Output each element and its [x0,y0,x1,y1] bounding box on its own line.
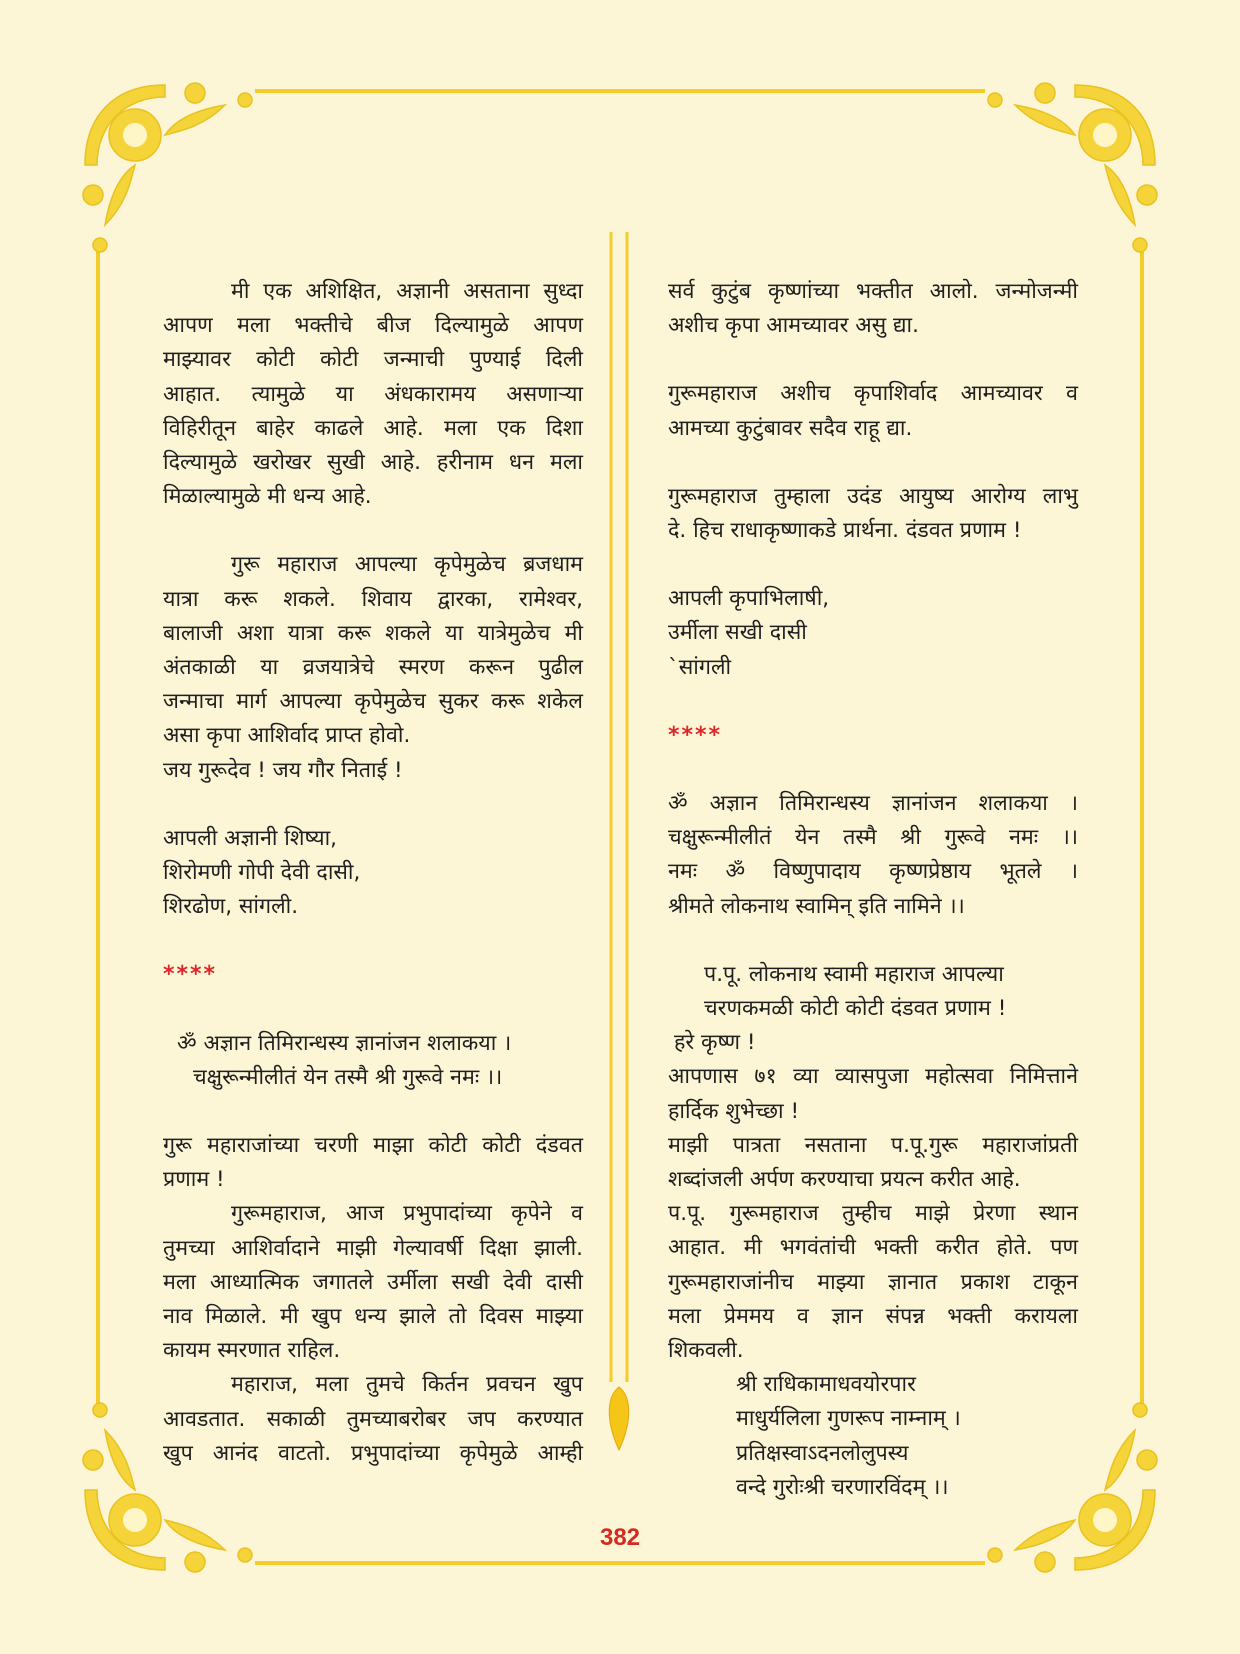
right-body-line: माझी पात्रता नसताना प.पू.गुरू महाराजांप्रती [668,1132,1078,1158]
right-verse-line: माधुर्यलिला गुणरूप नाम्नाम् । [736,1406,961,1432]
frame-left-line [96,245,100,1405]
right-verse-line: वन्दे गुरोःश्री चरणारविंदम् ।। [736,1474,949,1500]
right-para-line: गुरूमहाराज तुम्हाला उदंड आयुष्य आरोग्य लाभु [668,483,1078,509]
left-body-line: प्रणाम ! [163,1167,225,1193]
right-body-line: हार्दिक शुभेच्छा ! [668,1098,800,1124]
frame-right-line [1140,245,1144,1405]
page-number: 382 [599,1524,641,1551]
right-shloka-line: श्रीमते लोकनाथ स्वामिन् इति नामिने ।। [668,893,965,919]
left-body-line: गुरू महाराजांच्या चरणी माझा कोटी कोटी दंडवत [163,1133,583,1159]
left-body-line: महाराज, मला तुमचे किर्तन प्रवचन खुप [231,1372,583,1398]
right-body-line: प.पू. गुरूमहाराज तुम्हीच माझे प्रेरणा स्थान [668,1201,1078,1227]
left-signature-line: शिरोमणी गोपी देवी दासी, [163,860,361,886]
corner-ornament-top-left [75,75,255,255]
right-shloka-line: ॐ अज्ञान तिमिरान्धस्य ज्ञानांजन शलाकया । [668,791,1078,817]
right-body-line: चरणकमळी कोटी कोटी दंडवत प्रणाम ! [704,996,1007,1022]
right-signature-line: आपली कृपाभिलाषी, [668,586,830,612]
right-signature-line: उर्मीला सखी दासी [668,620,807,646]
right-column [668,275,1078,1505]
frame-top-line [255,89,985,93]
left-para-line: माझ्यावर कोटी कोटी जन्माची पुण्याई दिली [163,347,583,373]
corner-ornament-top-right [985,75,1165,255]
column-divider [606,232,632,1452]
left-para-line: दिल्यामुळे खरोखर सुखी आहे. हरीनाम धन मला [163,450,583,476]
left-shloka-line: चक्षुरून्मीलीतं येन तस्मै श्री गुरूवे नमः ।। [193,1064,503,1090]
left-body-line: गुरूमहाराज, आज प्रभुपादांच्या कृपेने व [231,1201,583,1227]
left-para-line: जन्माचा मार्ग आपल्या कृपेमुळेच सुकर करू शकेल [163,689,583,715]
frame-bottom-line [255,1561,985,1565]
right-para-line: सर्व कुटुंब कृष्णांच्या भक्तीत आलो. जन्मोजन्मी [668,279,1078,304]
left-para-line: आपण मला भक्तीचे बीज दिल्यामुळे आपण [163,313,583,339]
right-body-line: आहात. मी भगवंतांची भक्ती करीत होते. पण [668,1235,1078,1261]
left-signature-line: आपली अज्ञानी शिष्या, [163,825,337,851]
left-para-line: जय गुरूदेव ! जय गौर निताई ! [163,757,403,783]
right-stars-separator: **** [668,722,723,748]
left-stars-separator: **** [163,962,218,988]
right-verse-line: श्री राधिकामाधवयोरपार [736,1372,916,1398]
right-shloka-line: नमः ॐ विष्णुपादाय कृष्णप्रेष्ठाय भूतले । [668,859,1078,885]
left-para-line: अंतकाळी या व्रजयात्रेचे स्मरण करून पुढील [163,655,583,681]
left-column [163,275,583,1471]
left-para-line: बालाजी अशा यात्रा करू शकले या यात्रेमुळेच मी [163,620,583,646]
right-body-line: गुरूमहाराजांनीच माझ्या ज्ञानात प्रकाश टाकून [668,1269,1078,1295]
right-body-line: शब्दांजली अर्पण करण्याचा प्रयत्न करीत आहे. [668,1167,1021,1193]
left-body-line: नाव मिळाले. मी खुप धन्य झाले तो दिवस माझ्या [163,1304,583,1330]
right-body-line: प.पू. लोकनाथ स्वामी महाराज आपल्या [704,961,1004,987]
left-body-line: खुप आनंद वाटतो. प्रभुपादांच्या कृपेमुळे आम्ही [163,1440,583,1466]
left-signature-line: शिरढोण, सांगली. [163,894,299,920]
right-body-line: मला प्रेममय व ज्ञान संपन्न भक्ती करायला [668,1303,1078,1329]
left-para-line: यात्रा करू शकले. शिवाय द्वारका, रामेश्वर, [163,586,583,612]
left-shloka-line: ॐ अज्ञान तिमिरान्धस्य ज्ञानांजन शलाकया । [177,1030,512,1056]
right-verse-line: प्रतिक्षस्वाऽदनलोलुपस्य [736,1440,909,1466]
left-body-line: आवडतात. सकाळी तुमच्याबरोबर जप करण्यात [163,1406,583,1432]
right-signature-line: `सांगली [668,654,732,680]
left-body-line: मला आध्यात्मिक जगातले उर्मीला सखी देवी दासी [163,1269,583,1295]
left-para-line: गुरू महाराज आपल्या कृपेमुळेच ब्रजधाम [231,552,583,578]
left-body-line: कायम स्मरणात राहिल. [163,1338,341,1364]
right-para-line: दे. हिच राधाकृष्णाकडे प्रार्थना. दंडवत प्रणाम ! [668,518,1022,544]
right-para-line: अशीच कृपा आमच्यावर असु द्या. [668,313,919,339]
left-para-line: आहात. त्यामुळे या अंधकारामय असणाऱ्या [163,381,583,407]
right-body-line: आपणास ७१ व्या व्यासपुजा महोत्सवा निमित्ताने [668,1064,1078,1090]
right-para-line: गुरूमहाराज अशीच कृपाशिर्वाद आमच्यावर व [668,381,1078,407]
left-para-line: असा कृपा आशिर्वाद प्राप्त होवो. [163,723,411,749]
left-para-line: मिळाल्यामुळे मी धन्य आहे. [163,484,372,510]
right-body-line: हरे कृष्ण ! [674,1030,756,1056]
right-body-line: शिकवली. [668,1338,744,1364]
left-para-line: मी एक अशिक्षित, अज्ञानी असताना सुध्दा [231,279,583,304]
right-shloka-line: चक्षुरून्मीलीतं येन तस्मै श्री गुरूवे नमः ।। [668,825,1078,851]
left-para-line: विहिरीतून बाहेर काढले आहे. मला एक दिशा [163,415,583,441]
left-body-line: तुमच्या आशिर्वादाने माझी गेल्यावर्षी दिक्षा झाली. [163,1235,583,1261]
right-para-line: आमच्या कुटुंबावर सदैव राहू द्या. [668,415,913,441]
